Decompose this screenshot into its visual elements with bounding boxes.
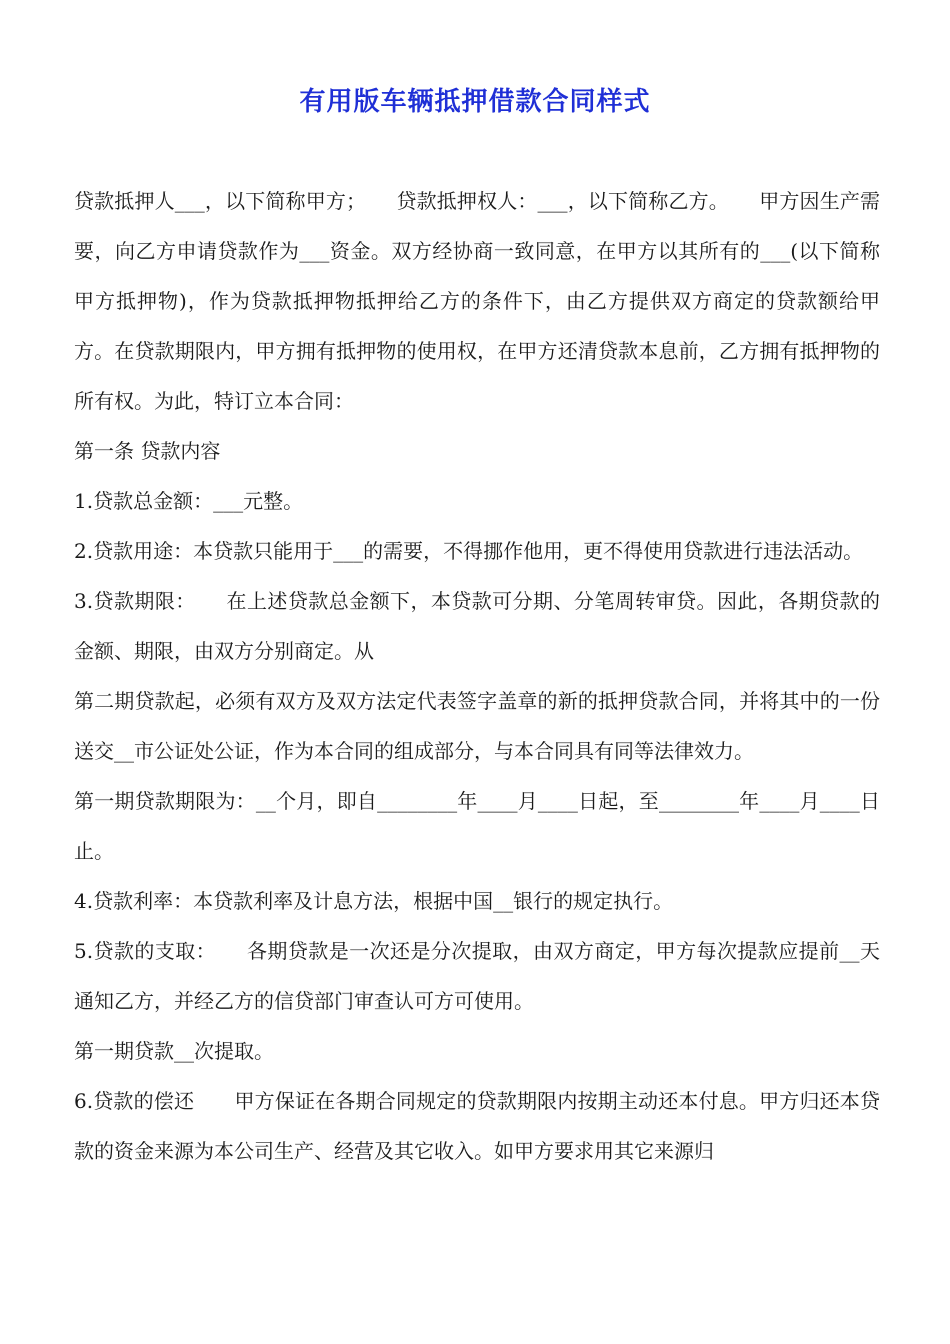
clause-loan-term: 3.贷款期限： 在上述贷款总金额下，本贷款可分期、分笔周转审贷。因此，各期贷款的金额、期限，由双方分别商定。从 [74,589,880,663]
clause-loan-purpose: 2.贷款用途：本贷款只能用于___的需要，不得挪作他用，更不得使用贷款进行违法活动。 [74,539,864,563]
clause-first-period-term: 第一期贷款期限为：__个月，即自________年____月____日起，至________年____月____日止。 [74,789,880,863]
clause-interest-rate: 4.贷款利率：本贷款利率及计息方法，根据中国__银行的规定执行。 [74,889,674,913]
document-title: 有用版车辆抵押借款合同样式 [299,87,651,117]
clause-withdrawal: 5.贷款的支取： 各期贷款是一次还是分次提取，由双方商定，甲方每次提款应提前__天通知乙方，并经乙方的信贷部门审查认可方可使用。 [74,939,880,1013]
clause-loan-amount: 1.贷款总金额：___元整。 [74,489,304,513]
document-body [74,176,880,1176]
clause-second-period: 第二期贷款起，必须有双方及双方法定代表签字盖章的新的抵押贷款合同，并将其中的一份送交__市公证处公证，作为本合同的组成部分，与本合同具有同等法律效力。 [74,689,880,763]
section-heading-article-1: 第一条 贷款内容 [74,439,221,463]
clause-repayment: 6.贷款的偿还 甲方保证在各期合同规定的贷款期限内按期主动还本付息。甲方归还本贷款的资金来源为本公司生产、经营及其它收入。如甲方要求用其它来源归 [74,1089,880,1163]
paragraph-preamble: 贷款抵押人___，以下简称甲方； 贷款抵押权人：___，以下简称乙方。 甲方因生产需要，向乙方申请贷款作为___资金。双方经协商一致同意，在甲方以其所有的___(以下简称甲方抵押物)，作为贷款抵押物抵押给乙方的条件下，由乙方提供双方商定的贷款额给甲方。在贷款期限内，甲方拥有抵押物的使用权，在甲方还清贷款本息前，乙方拥有抵押物的所有权。为此，特订立本合同： [74,189,880,413]
clause-first-withdrawal: 第一期贷款__次提取。 [74,1039,274,1063]
